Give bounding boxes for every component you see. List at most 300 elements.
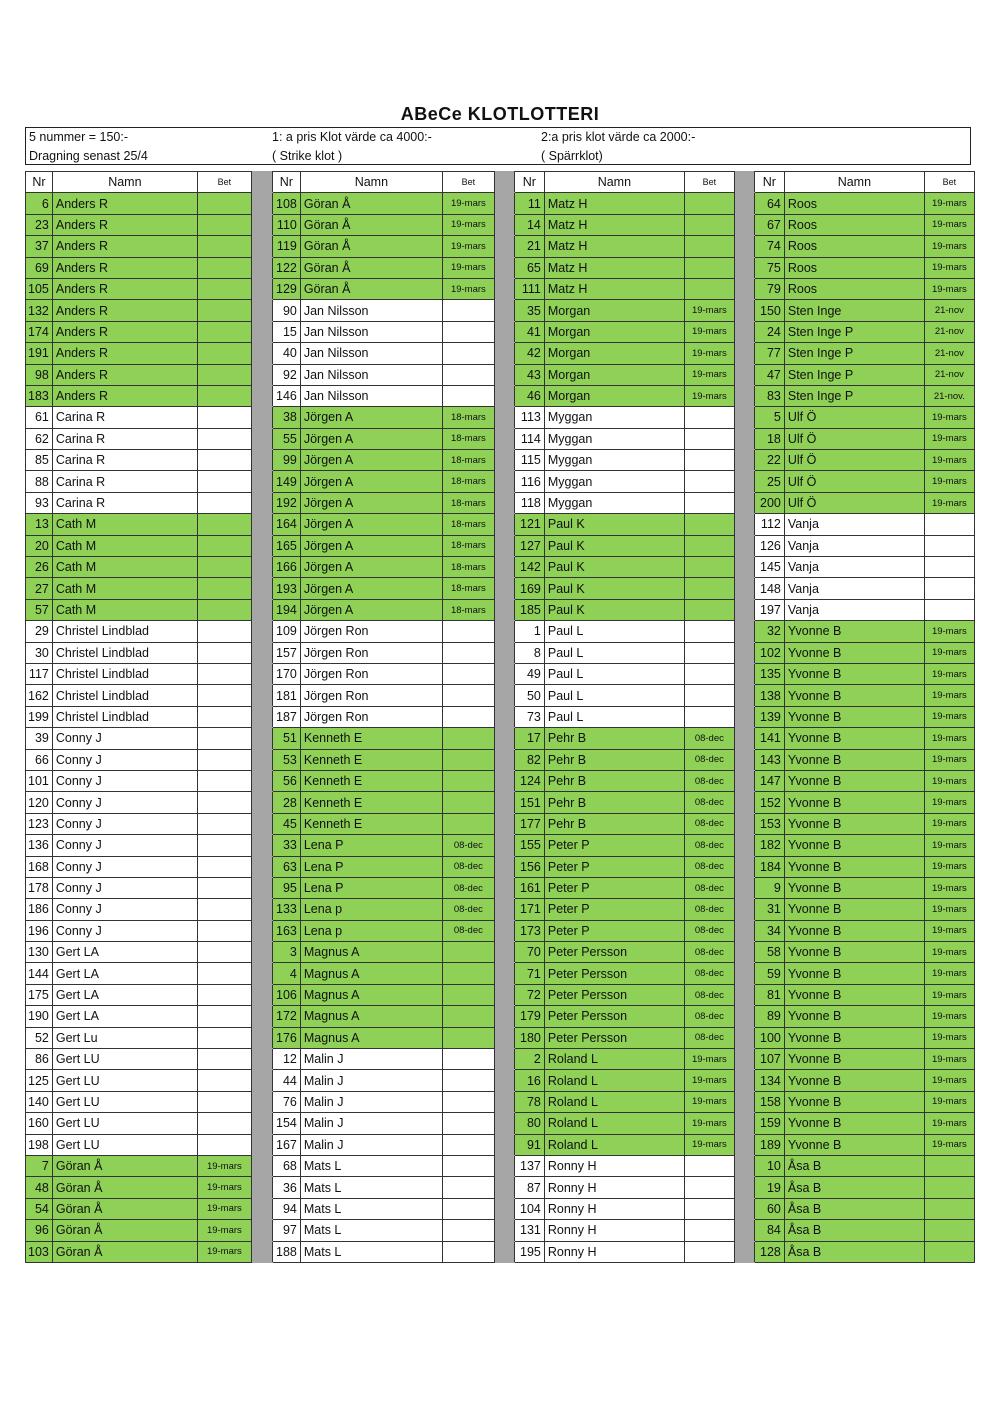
ticket-number: 103 [26,1241,53,1262]
ticket-number: 159 [754,1113,784,1134]
column-separator [494,578,514,599]
ticket-number: 47 [754,364,784,385]
ticket-name: Myggan [544,450,684,471]
table-row [26,856,975,877]
column-separator [734,1177,754,1198]
payment-date [442,770,494,791]
table-row [26,877,975,898]
ticket-number: 163 [272,920,300,941]
ticket-number: 135 [754,663,784,684]
column-separator [734,278,754,299]
payment-date: 19-mars [197,1220,251,1241]
ticket-name: Yvonne B [784,728,924,749]
column-separator [251,920,272,941]
payment-date: 08-dec [684,963,734,984]
column-separator [734,193,754,214]
header-row [26,172,975,193]
ticket-number: 95 [272,877,300,898]
payment-date [197,321,251,342]
ticket-name: Jörgen A [300,578,442,599]
ticket-number: 1 [514,621,544,642]
ticket-number: 145 [754,557,784,578]
ticket-number: 29 [26,621,53,642]
ticket-number: 44 [272,1070,300,1091]
ticket-name: Anders R [52,300,197,321]
payment-date [442,942,494,963]
payment-date: 08-dec [684,1027,734,1048]
payment-date: 19-mars [197,1177,251,1198]
column-separator [494,1177,514,1198]
ticket-name: Peter P [544,899,684,920]
ticket-name: Magnus A [300,942,442,963]
payment-date: 19-mars [924,770,974,791]
ticket-name: Roos [784,193,924,214]
ticket-number: 24 [754,321,784,342]
ticket-number: 21 [514,236,544,257]
ticket-name: Yvonne B [784,1006,924,1027]
ticket-number: 118 [514,492,544,513]
ticket-name: Mats L [300,1155,442,1176]
ticket-name: Yvonne B [784,899,924,920]
ticket-number: 74 [754,236,784,257]
ticket-name: Cath M [52,514,197,535]
payment-date [924,578,974,599]
ticket-name: Pehr B [544,792,684,813]
ticket-name: Malin J [300,1049,442,1070]
page-title: ABeCe KLOTLOTTERI [400,104,600,124]
table-row [26,236,975,257]
ticket-name: Anders R [52,193,197,214]
payment-date: 08-dec [442,856,494,877]
payment-date: 08-dec [442,899,494,920]
ticket-name: Sten Inge P [784,343,924,364]
payment-date [197,343,251,364]
payment-date: 19-mars [924,728,974,749]
column-separator [734,514,754,535]
payment-date: 19-mars [197,1155,251,1176]
ticket-name: Göran Å [52,1155,197,1176]
ticket-number: 84 [754,1220,784,1241]
ticket-name: Carina R [52,428,197,449]
table-row [26,1134,975,1155]
table-row [26,364,975,385]
payment-date [197,257,251,278]
ticket-name: Lena p [300,899,442,920]
ticket-name: Conny J [52,835,197,856]
payment-date: 19-mars [924,856,974,877]
ticket-name: Matz H [544,236,684,257]
payment-date [197,1113,251,1134]
ticket-name: Gert LU [52,1113,197,1134]
column-separator [251,1134,272,1155]
payment-date [197,642,251,663]
ticket-number: 200 [754,492,784,513]
ticket-number: 93 [26,492,53,513]
payment-date [684,1241,734,1262]
column-separator [734,578,754,599]
ticket-number: 92 [272,364,300,385]
ticket-name: Pehr B [544,813,684,834]
ticket-name: Yvonne B [784,621,924,642]
column-separator [251,621,272,642]
payment-date [442,621,494,642]
column-separator [494,236,514,257]
ticket-name: Malin J [300,1134,442,1155]
ticket-name: Roland L [544,1049,684,1070]
ticket-number: 122 [272,257,300,278]
ticket-name: Anders R [52,257,197,278]
table-row [26,599,975,620]
column-separator [494,642,514,663]
table-row [26,385,975,406]
payment-date [924,535,974,556]
column-separator [494,385,514,406]
ticket-number: 18 [754,428,784,449]
column-separator [734,1198,754,1219]
ticket-number: 73 [514,706,544,727]
ticket-number: 97 [272,1220,300,1241]
ticket-number: 43 [514,364,544,385]
column-separator [734,770,754,791]
ticket-number: 91 [514,1134,544,1155]
payment-date: 19-mars [924,706,974,727]
table-row [26,899,975,920]
ticket-name: Göran Å [52,1241,197,1262]
table-row [26,1113,975,1134]
ticket-name: Carina R [52,471,197,492]
ticket-number: 23 [26,214,53,235]
ticket-number: 184 [754,856,784,877]
ticket-number: 105 [26,278,53,299]
ticket-name: Morgan [544,385,684,406]
ticket-name: Anders R [52,278,197,299]
payment-date [197,578,251,599]
ticket-name: Conny J [52,813,197,834]
table-row [26,535,975,556]
column-separator [734,984,754,1005]
payment-date: 08-dec [684,728,734,749]
column-separator [734,663,754,684]
ticket-number: 8 [514,642,544,663]
payment-date: 08-dec [684,835,734,856]
second-prize: 2:a pris klot värde ca 2000:- [541,130,696,144]
column-separator [494,278,514,299]
ticket-number: 46 [514,385,544,406]
ticket-number: 113 [514,407,544,428]
payment-date [442,385,494,406]
column-separator [734,364,754,385]
ticket-name: Åsa B [784,1198,924,1219]
payment-date [684,557,734,578]
payment-date [442,1198,494,1219]
ticket-name: Jan Nilsson [300,321,442,342]
column-separator [494,535,514,556]
column-separator [251,1027,272,1048]
payment-date [197,920,251,941]
ticket-name: Cath M [52,599,197,620]
ticket-number: 4 [272,963,300,984]
table-row [26,278,975,299]
ticket-name: Matz H [544,257,684,278]
ticket-number: 157 [272,642,300,663]
ticket-name: Vanja [784,557,924,578]
ticket-number: 72 [514,984,544,1005]
payment-date: 19-mars [924,257,974,278]
payment-date [197,792,251,813]
ticket-number: 106 [272,984,300,1005]
payment-date [197,278,251,299]
ticket-number: 48 [26,1177,53,1198]
ticket-number: 162 [26,685,53,706]
ticket-name: Carina R [52,492,197,513]
column-separator [734,856,754,877]
payment-date [197,300,251,321]
ticket-number: 57 [26,599,53,620]
ticket-number: 188 [272,1241,300,1262]
payment-date: 19-mars [684,364,734,385]
ticket-name: Paul L [544,663,684,684]
ticket-number: 121 [514,514,544,535]
column-separator [494,963,514,984]
column-separator [494,1220,514,1241]
column-separator [494,364,514,385]
ticket-name: Paul L [544,685,684,706]
ticket-number: 27 [26,578,53,599]
column-separator [734,899,754,920]
ticket-number: 33 [272,835,300,856]
column-separator [251,514,272,535]
column-separator [251,1070,272,1091]
column-separator [251,984,272,1005]
ticket-number: 119 [272,236,300,257]
table-row [26,214,975,235]
ticket-name: Paul K [544,578,684,599]
ticket-name: Cath M [52,535,197,556]
ticket-name: Ulf Ö [784,407,924,428]
ticket-number: 13 [26,514,53,535]
payment-date [684,663,734,684]
ticket-number: 90 [272,300,300,321]
ticket-name: Matz H [544,193,684,214]
ticket-number: 61 [26,407,53,428]
column-separator [494,321,514,342]
ticket-name: Yvonne B [784,942,924,963]
payment-date [442,706,494,727]
ticket-name: Peter Persson [544,1006,684,1027]
ticket-number: 99 [272,450,300,471]
ticket-name: Sten Inge P [784,385,924,406]
ticket-number: 187 [272,706,300,727]
payment-date [684,407,734,428]
payment-date: 08-dec [684,877,734,898]
ticket-number: 59 [754,963,784,984]
payment-date [924,1241,974,1262]
payment-date [197,492,251,513]
ticket-number: 79 [754,278,784,299]
ticket-name: Vanja [784,578,924,599]
ticket-number: 125 [26,1070,53,1091]
ticket-number: 173 [514,920,544,941]
payment-date [924,1155,974,1176]
ticket-number: 138 [754,685,784,706]
ticket-number: 15 [272,321,300,342]
payment-date: 19-mars [924,450,974,471]
ticket-number: 83 [754,385,784,406]
ticket-name: Göran Å [300,278,442,299]
ticket-name: Vanja [784,514,924,535]
payment-date [197,877,251,898]
column-separator [251,642,272,663]
ticket-name: Peter Persson [544,984,684,1005]
ticket-number: 128 [754,1241,784,1262]
payment-date [684,193,734,214]
ticket-number: 132 [26,300,53,321]
ticket-name: Yvonne B [784,1091,924,1112]
column-separator [494,172,514,193]
ticket-number: 175 [26,984,53,1005]
payment-date [197,963,251,984]
price-per-five: 5 nummer = 150:- [29,130,129,144]
ticket-name: Conny J [52,770,197,791]
ticket-name: Peter P [544,856,684,877]
ticket-number: 56 [272,770,300,791]
ticket-name: Yvonne B [784,770,924,791]
ticket-name: Paul K [544,514,684,535]
column-separator [494,728,514,749]
payment-date: 08-dec [684,942,734,963]
column-separator [494,835,514,856]
payment-date: 19-mars [924,278,974,299]
payment-date [684,514,734,535]
ticket-number: 133 [272,899,300,920]
payment-date: 19-mars [924,984,974,1005]
ticket-name: Lena p [300,920,442,941]
column-separator [734,428,754,449]
ticket-number: 153 [754,813,784,834]
ticket-number: 148 [754,578,784,599]
payment-date [197,385,251,406]
column-separator [494,257,514,278]
ticket-number: 45 [272,813,300,834]
table-row [26,770,975,791]
ticket-number: 38 [272,407,300,428]
ticket-number: 134 [754,1070,784,1091]
payment-date: 19-mars [684,385,734,406]
column-separator [494,877,514,898]
ticket-name: Matz H [544,278,684,299]
table-row [26,1177,975,1198]
ticket-number: 171 [514,899,544,920]
column-separator [734,1220,754,1241]
payment-date: 21-nov [924,343,974,364]
payment-date: 19-mars [442,257,494,278]
payment-date: 18-mars [442,599,494,620]
column-separator [734,1241,754,1262]
column-separator [251,1177,272,1198]
payment-date [197,663,251,684]
ticket-number: 136 [26,835,53,856]
column-separator [494,300,514,321]
ticket-name: Kenneth E [300,728,442,749]
ticket-name: Göran Å [300,193,442,214]
column-separator [251,1091,272,1112]
lottery-table [25,171,975,1263]
ticket-name: Yvonne B [784,1113,924,1134]
payment-date [924,1198,974,1219]
ticket-number: 25 [754,471,784,492]
ticket-number: 115 [514,450,544,471]
ticket-number: 35 [514,300,544,321]
column-separator [734,877,754,898]
ticket-name: Roos [784,236,924,257]
column-separator [734,236,754,257]
payment-date [684,1220,734,1241]
payment-date [442,364,494,385]
payment-date [442,749,494,770]
column-separator [734,920,754,941]
ticket-name: Peter Persson [544,1027,684,1048]
payment-date [197,471,251,492]
payment-date [684,642,734,663]
payment-date: 08-dec [684,856,734,877]
column-separator [251,407,272,428]
column-separator [251,835,272,856]
payment-date: 19-mars [924,813,974,834]
table-row [26,813,975,834]
payment-date [197,214,251,235]
payment-date [197,856,251,877]
ticket-name: Göran Å [52,1198,197,1219]
ticket-number: 49 [514,663,544,684]
ticket-name: Göran Å [52,1220,197,1241]
ticket-name: Jörgen Ron [300,685,442,706]
ticket-number: 6 [26,193,53,214]
ticket-name: Jörgen A [300,535,442,556]
payment-date [197,835,251,856]
payment-date [197,621,251,642]
ticket-name: Ronny H [544,1198,684,1219]
ticket-number: 50 [514,685,544,706]
table-row [26,984,975,1005]
ticket-number: 139 [754,706,784,727]
payment-date: 19-mars [924,877,974,898]
payment-date [442,343,494,364]
payment-date [197,557,251,578]
ticket-number: 17 [514,728,544,749]
column-separator [251,877,272,898]
ticket-name: Sten Inge P [784,364,924,385]
payment-date [684,278,734,299]
payment-date: 21-nov [924,364,974,385]
payment-date: 19-mars [197,1241,251,1262]
ticket-number: 39 [26,728,53,749]
ticket-number: 102 [754,642,784,663]
payment-date [684,1155,734,1176]
table-row [26,621,975,642]
ticket-name: Jörgen A [300,492,442,513]
column-separator [494,813,514,834]
ticket-name: Jan Nilsson [300,364,442,385]
ticket-name: Magnus A [300,984,442,1005]
column-separator [494,749,514,770]
payment-date: 18-mars [442,428,494,449]
ticket-name: Magnus A [300,1027,442,1048]
payment-date [197,1049,251,1070]
table-row [26,1006,975,1027]
ticket-name: Roland L [544,1134,684,1155]
header-bet: Bet [924,172,974,193]
ticket-number: 152 [754,792,784,813]
